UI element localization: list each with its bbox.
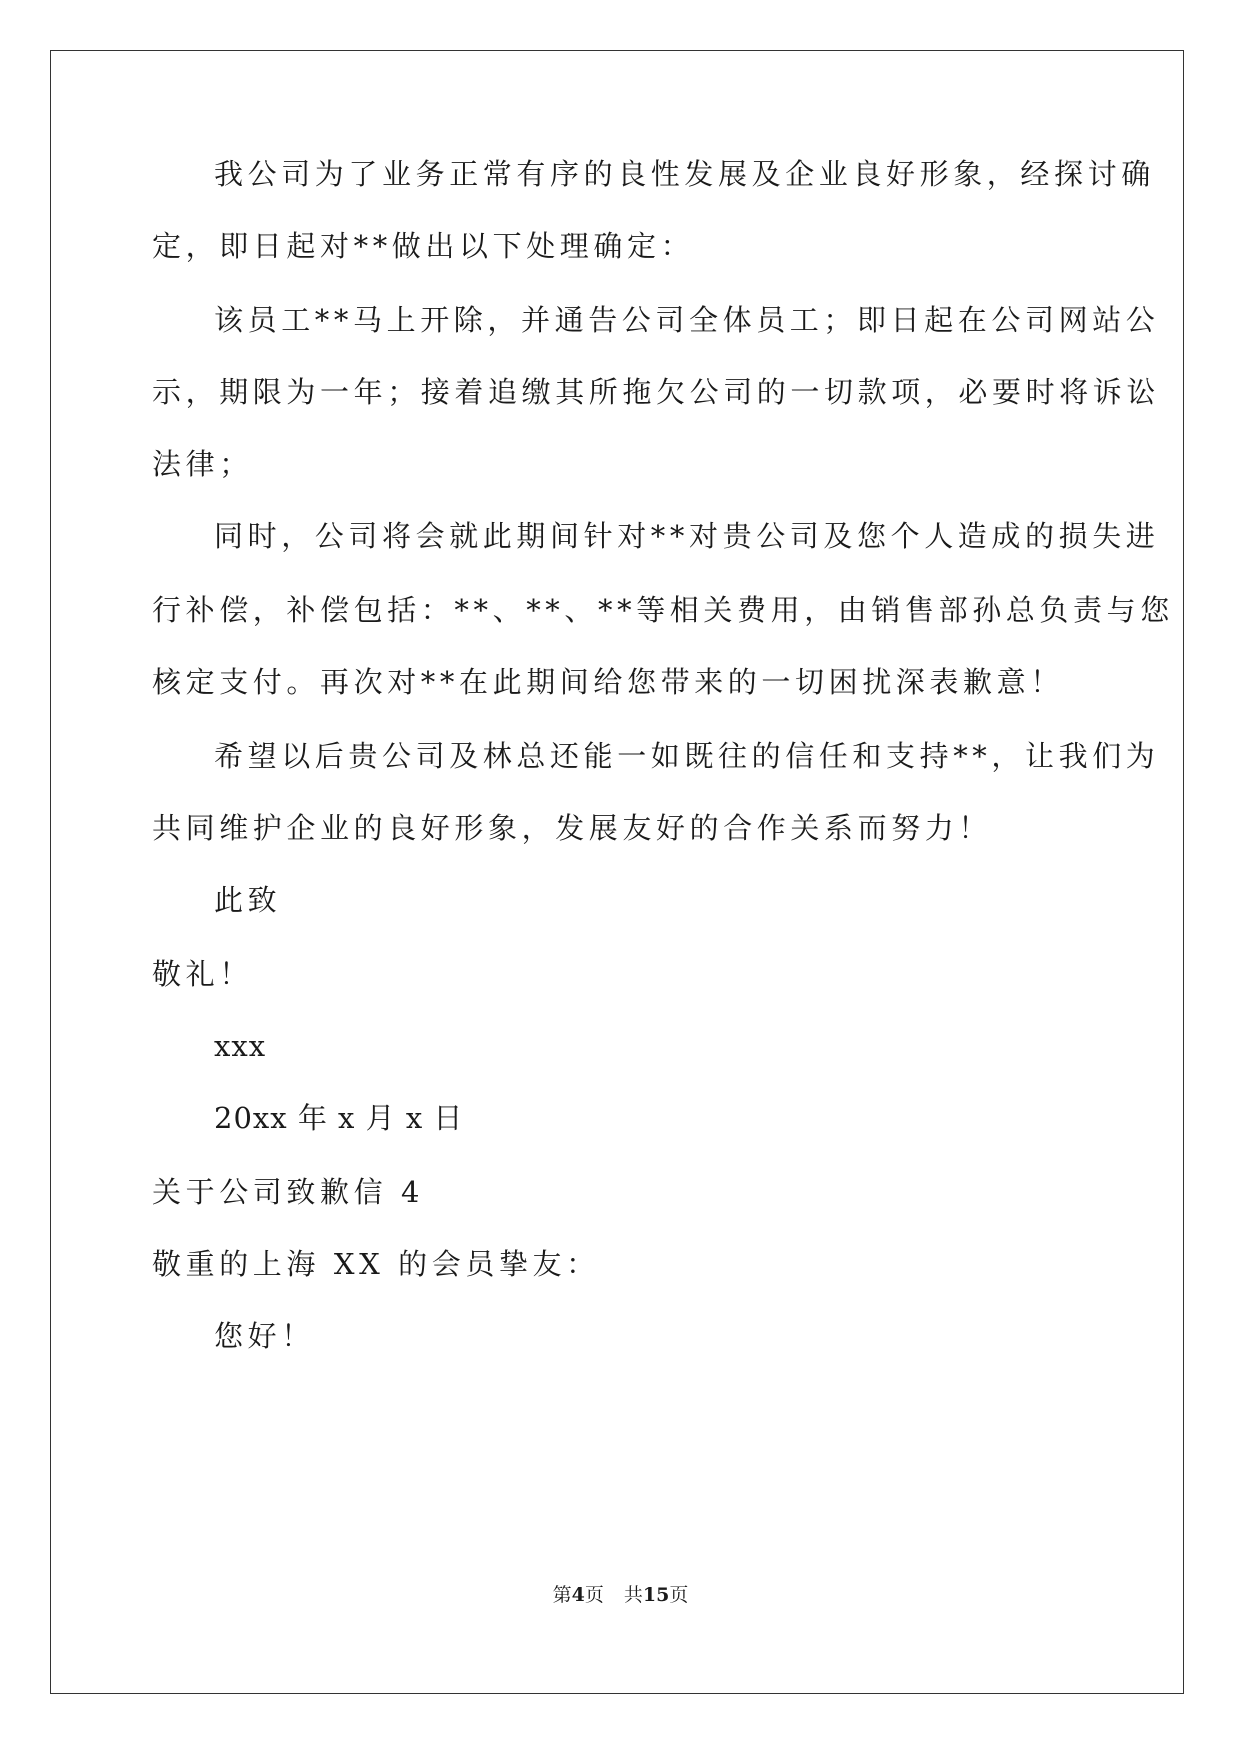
paragraph-3-line-3: 核定支付。再次对**在此期间给您带来的一切困扰深表歉意！ xyxy=(152,665,1064,699)
page-label-prefix: 第 xyxy=(552,1584,572,1606)
signature-date: 20xx 年 x 月 x 日 xyxy=(214,1101,464,1135)
paragraph-1-line-2: 定，即日起对**做出以下处理确定： xyxy=(152,229,695,263)
paragraph-3-line-1: 同时，公司将会就此期间针对**对贵公司及您个人造成的损失进 xyxy=(214,519,1160,553)
total-label-prefix: 共 xyxy=(623,1584,643,1606)
paragraph-2-line-3: 法律； xyxy=(152,447,253,481)
paragraph-3-line-2: 行补偿，补偿包括：**、**、**等相关费用，由销售部孙总负责与您 xyxy=(152,593,1174,627)
paragraph-4-line-1: 希望以后贵公司及林总还能一如既往的信任和支持**，让我们为 xyxy=(214,739,1160,773)
section-heading: 关于公司致歉信 4 xyxy=(152,1175,425,1209)
paragraph-4-line-2: 共同维护企业的良好形象，发展友好的合作关系而努力！ xyxy=(152,811,993,845)
letter-greeting: 您好！ xyxy=(214,1319,315,1353)
paragraph-2-line-2: 示，期限为一年；接着追缴其所拖欠公司的一切款项，必要时将诉讼 xyxy=(152,375,1161,409)
page-border xyxy=(50,50,1184,1694)
page-footer xyxy=(0,1582,1241,1608)
closing-regards: 敬礼！ xyxy=(152,957,253,991)
signature-name: xxx xyxy=(214,1029,267,1063)
total-pages: 15 xyxy=(642,1584,670,1606)
paragraph-1-line-1: 我公司为了业务正常有序的良性发展及企业良好形象，经探讨确 xyxy=(214,157,1155,191)
total-label-suffix: 页 xyxy=(669,1584,689,1606)
paragraph-2-line-1: 该员工**马上开除，并通告公司全体员工；即日起在公司网站公 xyxy=(214,303,1160,337)
page-label-suffix: 页 xyxy=(584,1584,604,1606)
closing-salutation: 此致 xyxy=(214,883,282,917)
page-number: 4 xyxy=(571,1584,585,1606)
letter-greeting-recipient: 敬重的上海 XX 的会员挚友： xyxy=(152,1247,600,1281)
